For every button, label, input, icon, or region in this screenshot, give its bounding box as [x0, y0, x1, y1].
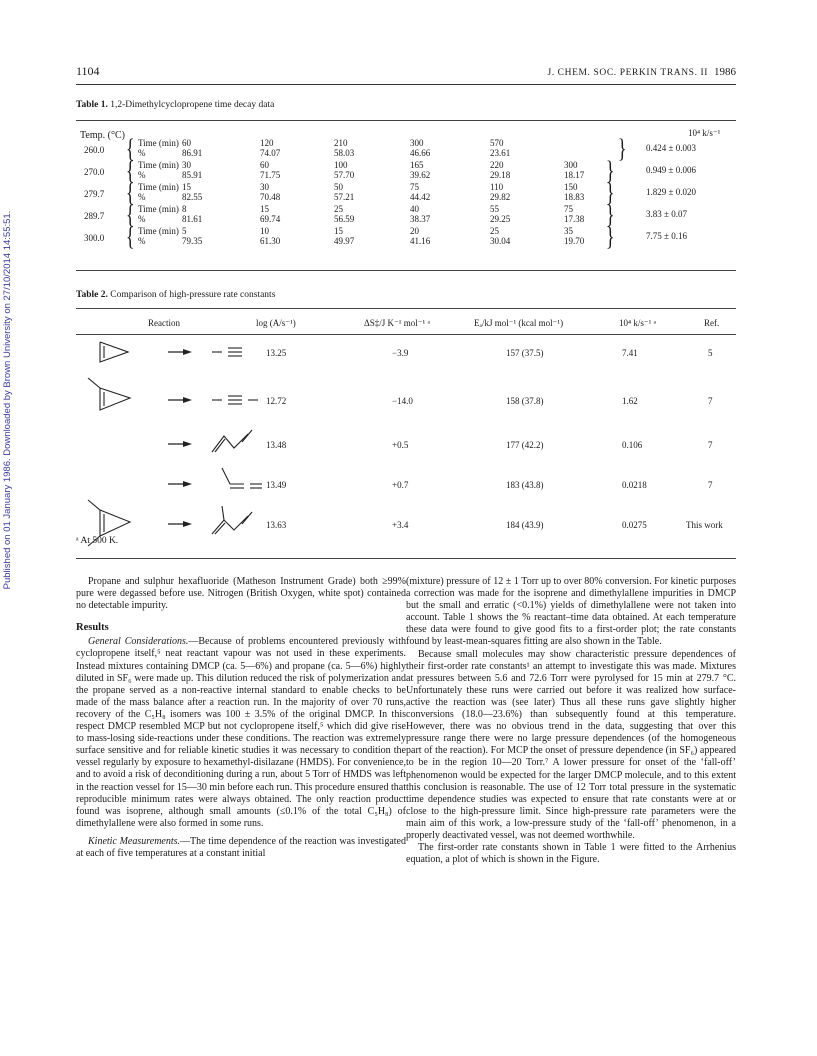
table2-ds-cell: −14.0: [392, 396, 413, 406]
allene-product-structure: [222, 468, 264, 492]
table1-right-brace: }: [605, 222, 615, 251]
materials-paragraph: Propane and sulphur hexafluoride (Matheson Instrument Grade) both ≥99% pure were degassed before use. Nitrogen (British Oxygen, white spot) contained no detectable impurity.: [76, 576, 406, 612]
table1-pct-cell: 56.59: [334, 214, 355, 224]
table1-pct-label: %: [138, 214, 146, 224]
table2-loga-cell: 13.25: [266, 348, 287, 358]
table1-time-cell: 8: [182, 204, 187, 214]
table1-pct-cell: 46.66: [410, 148, 431, 158]
table1-time-cell: 20: [410, 226, 419, 236]
table1-time-cell: 15: [260, 204, 269, 214]
table1-caption-label: Table 1.: [76, 100, 108, 110]
body-right-column: [406, 576, 736, 866]
table2-ds-cell: +3.4: [392, 520, 409, 530]
page-number: 1104: [76, 64, 100, 78]
table1-pct-label: %: [138, 236, 146, 246]
table1-right-brace: }: [617, 134, 627, 163]
table1-pct-label: %: [138, 170, 146, 180]
table1-pct-cell: 82.55: [182, 192, 203, 202]
table2-header-ea: Eₐ/kJ mol⁻¹ (kcal mol⁻¹): [474, 318, 564, 328]
table1-time-label: Time (min): [138, 138, 179, 148]
table1-caption-text: 1,2-Dimethylcyclopropene time decay data: [110, 100, 275, 110]
table2-loga-cell: 12.72: [266, 396, 287, 406]
table2-bottom-rule: [76, 558, 736, 559]
cyclopropene-structure: [98, 338, 132, 366]
pressure-paragraph: (mixture) pressure of 12 ± 1 Torr up to over 80% conversion. For kinetic purposes a correction was made for the isoprene and dimethylallene impurities in DMCP but the small and erratic (<0.1%) yields of dimethylallene were not taken into account. Table 1 shows the % reactant–time data obtained. At each temperature these data were found to give good fits to a first-order plot; the rate constants found by least-mean-squares fitting are also shown in the Table.: [406, 576, 736, 648]
table1-time-cell: 10: [260, 226, 269, 236]
table2-ds-cell: +0.5: [392, 440, 409, 450]
reaction-arrow-4: [168, 480, 192, 488]
reaction-arrow-3: [168, 440, 192, 448]
table2-k-cell: 7.41: [622, 348, 638, 358]
table1-time-label: Time (min): [138, 204, 179, 214]
table1-pct-cell: 18.83: [564, 192, 585, 202]
table2-k-cell: 1.62: [622, 396, 638, 406]
table2-loga-cell: 13.48: [266, 440, 287, 450]
table2-ref-cell: 5: [708, 348, 713, 358]
table1-pct-cell: 29.82: [490, 192, 511, 202]
table1-pct-cell: 58.03: [334, 148, 355, 158]
table1-pct-cell: 17.38: [564, 214, 585, 224]
body-left-column: [76, 576, 406, 860]
table1-k-cell: 3.83 ± 0.07: [646, 209, 687, 219]
table2-ds-cell: −3.9: [392, 348, 409, 358]
table1-time-cell: 30: [182, 160, 191, 170]
table1-pct-cell: 69.74: [260, 214, 281, 224]
table1-pct-cell: 49.97: [334, 236, 355, 246]
table1-time-cell: 120: [260, 138, 274, 148]
table1-time-cell: 60: [260, 160, 269, 170]
table1-pct-cell: 30.04: [490, 236, 511, 246]
table1-pct-cell: 29.25: [490, 214, 511, 224]
methylcyclopropene-structure: [88, 378, 136, 418]
general-considerations-text: —Because of problems encountered previously with cyclopropene itself,⁵ neat reactant vapour was not used in these experiments. Instead mixtures containing DMCP (ca. 5—6%) and propane (ca. 5—6%) highly diluted in SF₆ were made up. This dilution reduced the risk of polymerization and the propane served as a non-reactive internal standard to enable checks to be made of the mass balance after a reaction run. In the majority of over 70 runs, recovery of the C₅H₈ isomers was 100 ± 3.5% of the original DMCP. In this respect DMCP resembled MCP but not cyclopropene itself,⁵ which did give rise to mass-losing side-reactions under these conditions. The reaction was extremely surface sensitive and for reliable kinetic studies it was necessary to condition the vessel regularly by exposure to hexamethyl-disilazane (HMDS). For convenience, and to avoid a risk of deconditioning during a run, about 5 Torr of HMDS was left in the reaction vessel for 15—30 min before each run. This procedure ensured that reproducible minimum rates were always obtained. The only reaction product found was isoprene, although small amounts (≤0.1% of the total C₅H₈) of dimethylallene were also formed in some runs.: [76, 636, 406, 829]
table1-pct-cell: 29.18: [490, 170, 511, 180]
table1-time-cell: 50: [334, 182, 343, 192]
table1-time-cell: 150: [564, 182, 578, 192]
butadiene-product-structure: [212, 430, 258, 454]
isoprene-structure: [212, 504, 258, 536]
download-watermark: [2, 160, 16, 640]
table1-k-cell: 0.424 ± 0.003: [646, 143, 696, 153]
table1-temp-header: Temp. (°C): [80, 130, 125, 141]
table1: [76, 128, 736, 274]
table2-header-loga: log (A/s⁻¹): [256, 318, 296, 328]
table2-k-cell: 0.0275: [622, 520, 647, 530]
table1-temp-cell: 279.7: [84, 189, 105, 199]
table1-time-cell: 300: [410, 138, 424, 148]
table1-pct-cell: 86.91: [182, 148, 203, 158]
table2-header-k: 10⁴ k/s⁻¹ ᵃ: [619, 318, 657, 328]
table2-ea-cell: 177 (42.2): [506, 440, 544, 450]
table1-temp-cell: 270.0: [84, 167, 105, 177]
table1-pct-cell: 41.16: [410, 236, 431, 246]
table1-pct-cell: 19.70: [564, 236, 585, 246]
table1-pct-cell: 71.75: [260, 170, 281, 180]
table1-time-cell: 75: [564, 204, 573, 214]
table2-ref-cell: 7: [708, 396, 713, 406]
general-considerations-label: General Considerations.: [88, 636, 189, 648]
table1-k-cell: 7.75 ± 0.16: [646, 231, 687, 241]
kinetic-measurements-paragraph: [76, 836, 406, 860]
table1-pct-cell: 18.17: [564, 170, 585, 180]
table1-pct-cell: 81.61: [182, 214, 203, 224]
table2-loga-cell: 13.63: [266, 520, 287, 530]
table1-pct-cell: 38.37: [410, 214, 431, 224]
table1-time-cell: 35: [564, 226, 573, 236]
table2-ref-cell: This work: [686, 520, 723, 530]
general-considerations-paragraph: [76, 636, 406, 830]
reaction-arrow-1: [168, 348, 192, 356]
table2-ds-cell: +0.7: [392, 480, 409, 490]
table2-loga-cell: 13.49: [266, 480, 287, 490]
table2-caption-label: Table 2.: [76, 290, 108, 300]
table1-temp-cell: 260.0: [84, 145, 105, 155]
table1-time-cell: 75: [410, 182, 419, 192]
table1-pct-cell: 74.07: [260, 148, 281, 158]
table1-time-cell: 25: [490, 226, 499, 236]
kinetic-measurements-label: Kinetic Measurements.: [88, 835, 181, 847]
journal-title: J. CHEM. SOC. PERKIN TRANS. II: [547, 68, 709, 78]
table1-time-cell: 30: [260, 182, 269, 192]
pressure-dependence-paragraph: Because small molecules may show characteristic pressure dependences of their first-order rate constants¹ an attempt to investigate this was made. Mixtures at pressures between 5.6 and 72.6 Torr were pyrolysed for 15 min at 279.7 °C. Unfortunately these runs were carried out before it was realized how surface-active the reaction was (see later) Thus all these runs gave slightly higher conversions (18.0—23.6%) than subsequently found at this temperature. However, there was no obvious trend in the data, suggesting that over this pressure range there were no large pressure dependences (of the homogeneous part of the reaction). For MCP the onset of pressure dependence (in SF₆) appeared to be in the region 10—20 Torr.⁷ A lower pressure for onset of the ‘fall-off’ phenomenon would be expected for the larger DMCP molecule, and to this extent this conclusion is reasonable. The use of 12 Torr total pressure in the systematic time dependence studies was expected to ensure that rate constants were at or close to the high-pressure limit. Since high-pressure rate parameters were the main aim of this work, a low-pressure study of the ‘fall-off’ phenomenon, in a properly deactivated vessel, was not deemed worthwhile.: [406, 648, 736, 841]
download-watermark-text: Published on 01 January 1986. Downloaded by Brown University on 27/10/2014 14:55:51.: [2, 210, 13, 590]
reaction-arrow-2: [168, 396, 192, 404]
table1-pct-cell: 85.91: [182, 170, 203, 180]
table1-time-cell: 165: [410, 160, 424, 170]
table1-time-cell: 570: [490, 138, 504, 148]
table1-pct-cell: 61.30: [260, 236, 281, 246]
table1-time-cell: 15: [334, 226, 343, 236]
table1-temp-cell: 300.0: [84, 233, 105, 243]
table1-pct-label: %: [138, 192, 146, 202]
table1-time-cell: 300: [564, 160, 578, 170]
table1-time-cell: 110: [490, 182, 504, 192]
table2-k-cell: 0.106: [622, 440, 643, 450]
dimethylacetylene-structure: [212, 394, 260, 406]
table1-k-header: 10⁴ k/s⁻¹: [688, 128, 721, 138]
table1-bottom-rule: [76, 270, 736, 271]
table1-left-brace: {: [125, 178, 135, 207]
table1-pct-label: %: [138, 148, 146, 158]
table1-time-cell: 25: [334, 204, 343, 214]
table2-caption-text: Comparison of high-pressure rate constants: [110, 290, 276, 300]
table1-time-label: Time (min): [138, 226, 179, 236]
table2-footnote: ᵃ At 500 K.: [76, 536, 119, 546]
table1-right-brace: }: [605, 156, 615, 185]
table1-time-cell: 55: [490, 204, 499, 214]
table2: [76, 308, 736, 558]
table1-time-cell: 60: [182, 138, 191, 148]
table2-header-ref: Ref.: [704, 318, 720, 328]
journal-year: 1986: [714, 66, 736, 78]
table2-ea-cell: 157 (37.5): [506, 348, 544, 358]
table1-left-brace: {: [125, 134, 135, 163]
table1-caption: [76, 100, 274, 110]
table1-left-brace: {: [125, 200, 135, 229]
arrhenius-paragraph: The first-order rate constants shown in Table 1 were fitted to the Arrhenius equation, a plot of which is shown in the Figure.: [406, 842, 736, 866]
running-header: [76, 64, 736, 85]
journal-name: [547, 66, 736, 78]
table1-left-brace: {: [125, 156, 135, 185]
table1-pct-cell: 44.42: [410, 192, 431, 202]
table1-time-label: Time (min): [138, 160, 179, 170]
table2-k-cell: 0.0218: [622, 480, 647, 490]
methylacetylene-structure: [212, 346, 250, 358]
reaction-arrow-5: [168, 520, 192, 528]
table2-ea-cell: 184 (43.9): [506, 520, 544, 530]
table1-time-cell: 100: [334, 160, 348, 170]
table1-left-brace: {: [125, 222, 135, 251]
table1-k-cell: 0.949 ± 0.006: [646, 165, 696, 175]
table1-pct-cell: 70.48: [260, 192, 281, 202]
table2-header-reaction: Reaction: [148, 318, 180, 328]
kinetic-measurements-text: —The time dependence of the reaction was investigated at each of five temperatures at a constant initial: [76, 835, 406, 859]
table1-right-brace: }: [605, 200, 615, 229]
table1-pct-cell: 79.35: [182, 236, 203, 246]
table1-time-cell: 5: [182, 226, 187, 236]
table1-pct-cell: 39.62: [410, 170, 431, 180]
table1-time-cell: 15: [182, 182, 191, 192]
table2-header-ds: ΔS‡/J K⁻¹ mol⁻¹ ᵃ: [364, 318, 430, 328]
table1-pct-cell: 57.70: [334, 170, 355, 180]
table1-time-label: Time (min): [138, 182, 179, 192]
table1-top-rule: [76, 120, 736, 121]
table1-time-cell: 220: [490, 160, 504, 170]
table2-ref-cell: 7: [708, 480, 713, 490]
table1-right-brace: }: [605, 178, 615, 207]
table1-pct-cell: 57.21: [334, 192, 355, 202]
table1-k-cell: 1.829 ± 0.020: [646, 187, 696, 197]
table2-caption: [76, 290, 275, 300]
table1-time-cell: 40: [410, 204, 419, 214]
results-heading: Results: [76, 622, 109, 634]
table1-temp-cell: 289.7: [84, 211, 105, 221]
table1-time-cell: 210: [334, 138, 348, 148]
table2-header-rule: [76, 334, 736, 335]
table2-ref-cell: 7: [708, 440, 713, 450]
table2-ea-cell: 158 (37.8): [506, 396, 544, 406]
table2-ea-cell: 183 (43.8): [506, 480, 544, 490]
table1-pct-cell: 23.61: [490, 148, 511, 158]
